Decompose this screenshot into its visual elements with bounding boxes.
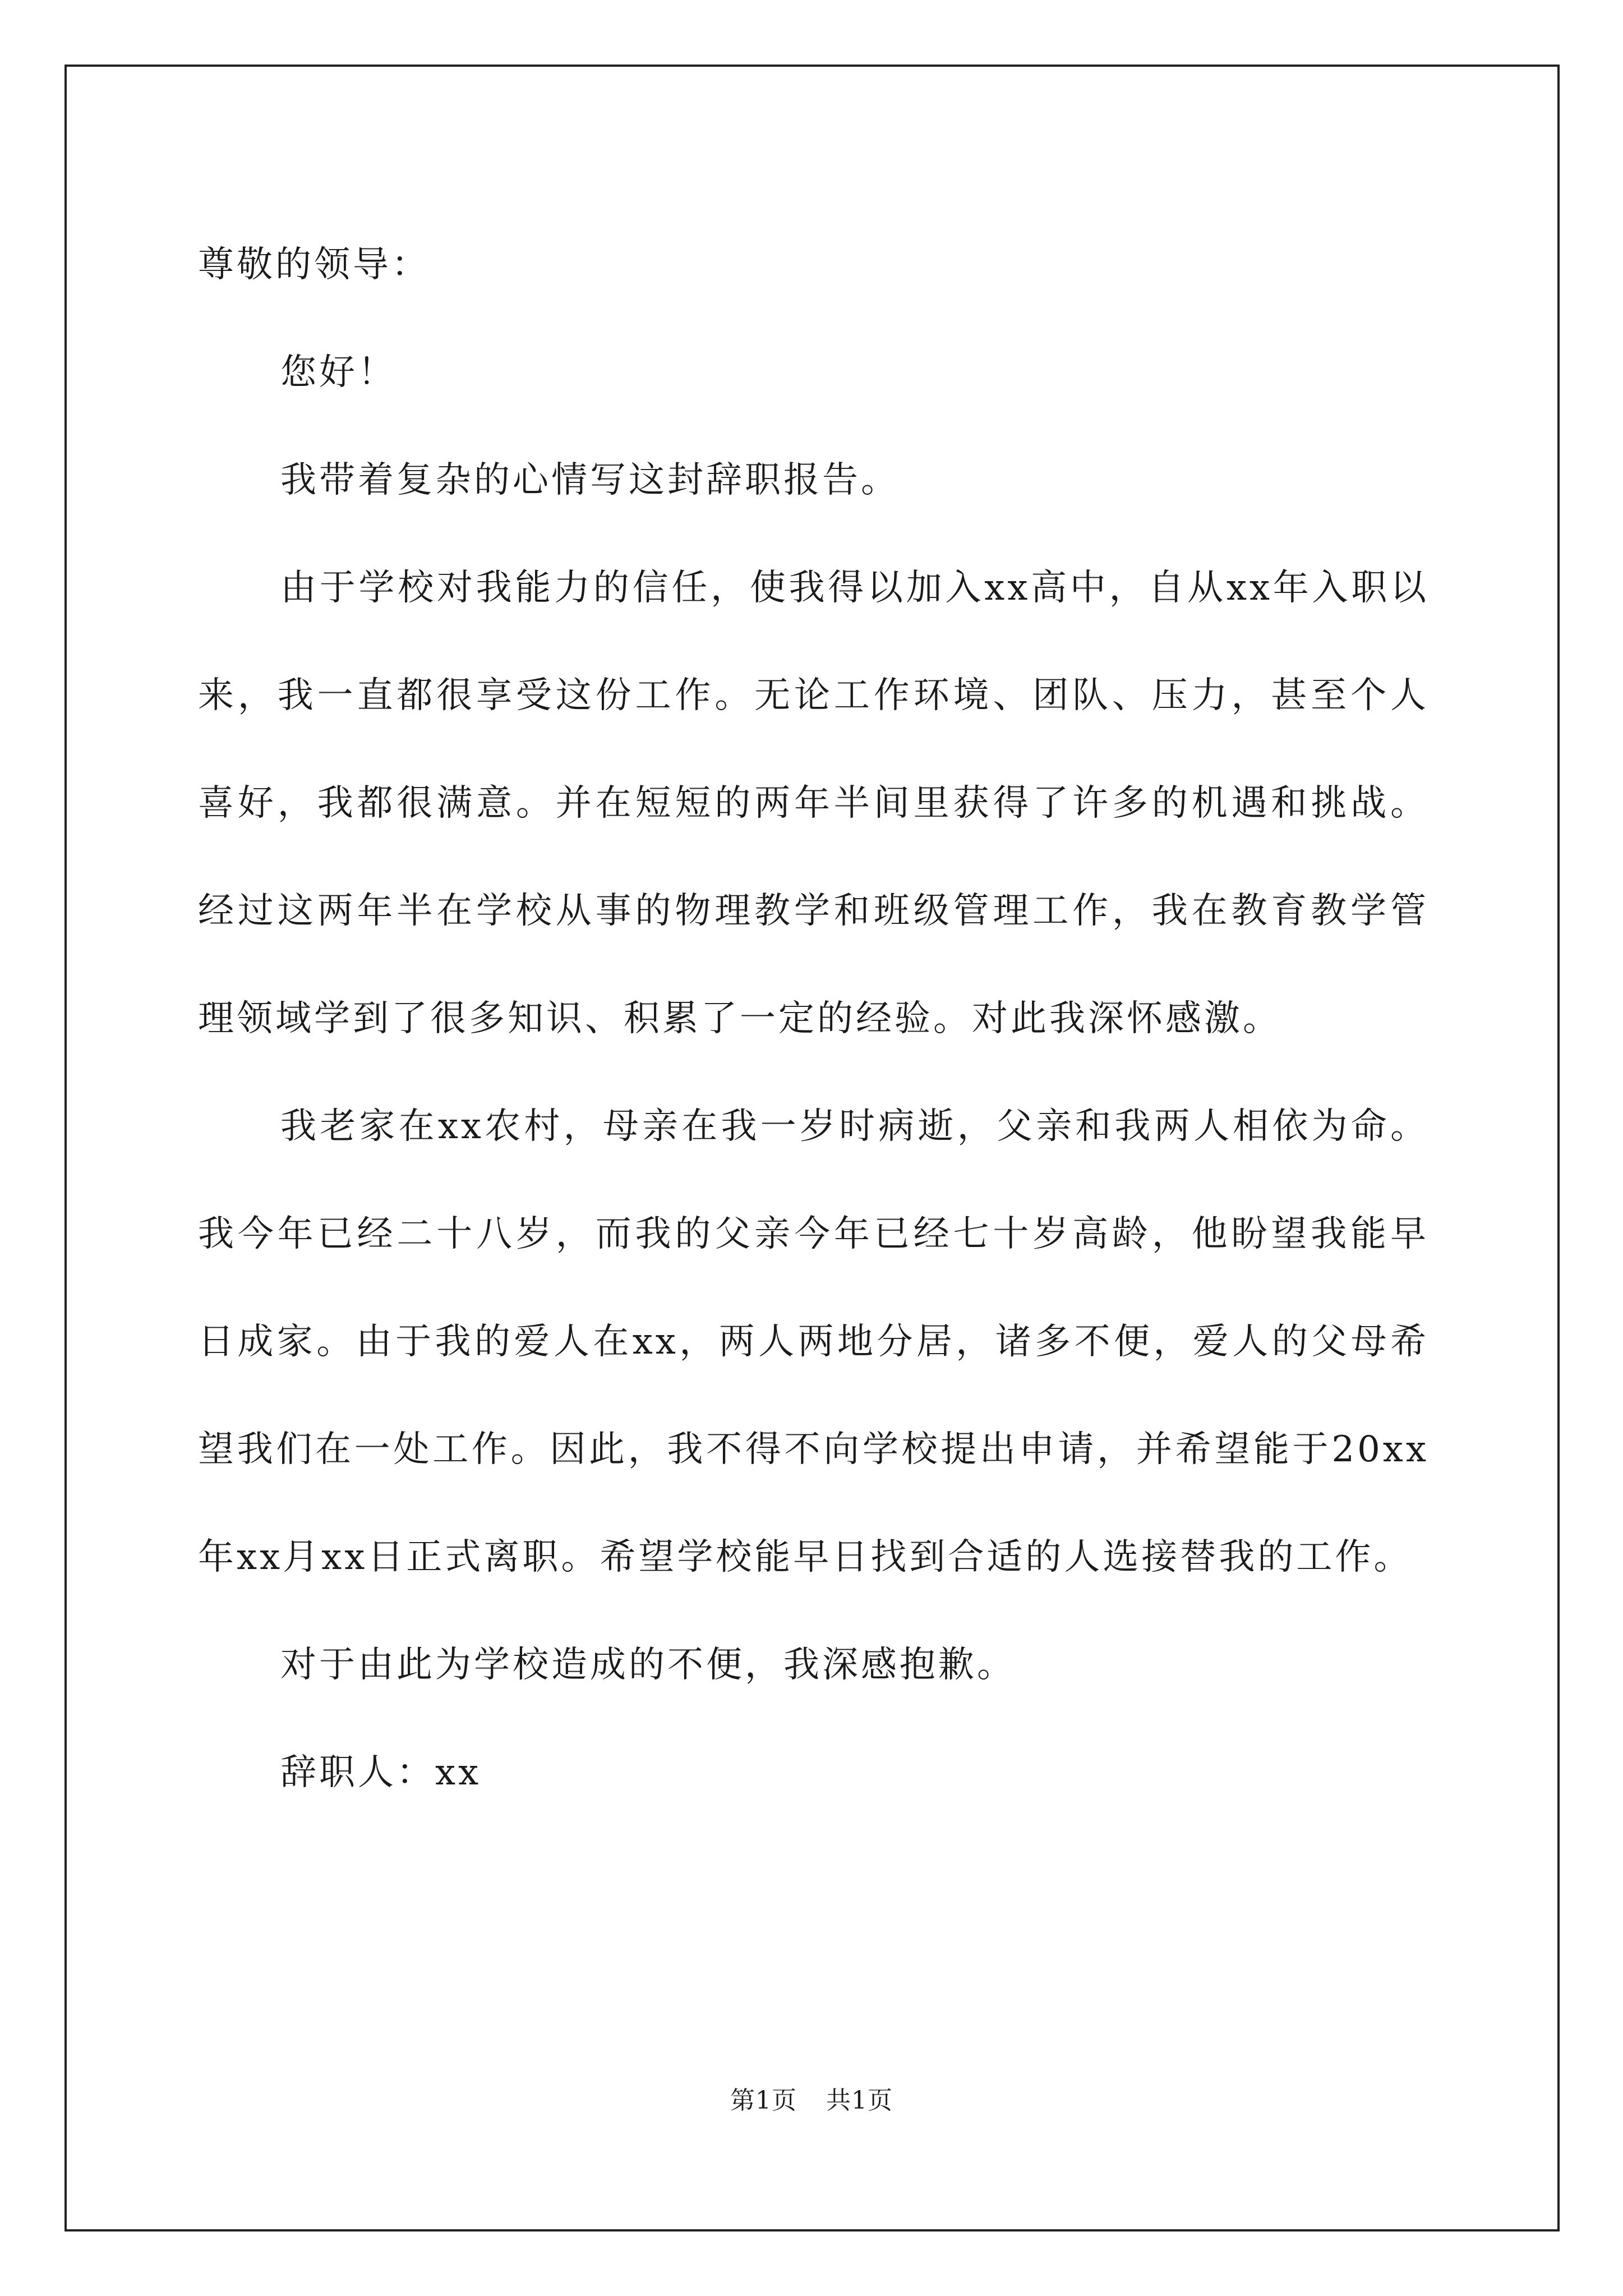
- paragraph-reason: 我老家在xx农村，母亲在我一岁时病逝，父亲和我两人相依为命。我今年已经二十八岁，而我的父亲今年已经七十岁高龄，他盼望我能早日成家。由于我的爱人在xx，两人两地分居，诸多不便，爱人的父母希望我们在一处工作。因此，我不得不向学校提出申请，并希望能于20xx年xx月xx日正式离职。希望学校能早日找到合适的人选接替我的工作。: [198, 1106, 1429, 1578]
- page-total: 共1页: [826, 2086, 893, 2115]
- salutation: 尊敬的领导：: [198, 244, 430, 286]
- resignation-letter: [198, 211, 1429, 1826]
- paragraph-gratitude: 由于学校对我能力的信任，使我得以加入xx高中，自从xx年入职以来，我一直都很享受这份工作。无论工作环境、团队、压力，甚至个人喜好，我都很满意。并在短短的两年半间里获得了许多的机遇和挑战。经过这两年半在学校从事的物理教学和班级管理工作，我在教育教学管理领域学到了很多知识、积累了一定的经验。对此我深怀感激。: [198, 567, 1429, 1039]
- greeting: 您好！: [280, 352, 396, 393]
- signature: 辞职人：xx: [280, 1752, 482, 1793]
- page-footer: [0, 2084, 1623, 2118]
- page-current: 第1页: [730, 2086, 797, 2115]
- paragraph-apology: 对于由此为学校造成的不便，我深感抱歉。: [280, 1644, 1016, 1686]
- paragraph-opening: 我带着复杂的心情写这封辞职报告。: [280, 459, 900, 501]
